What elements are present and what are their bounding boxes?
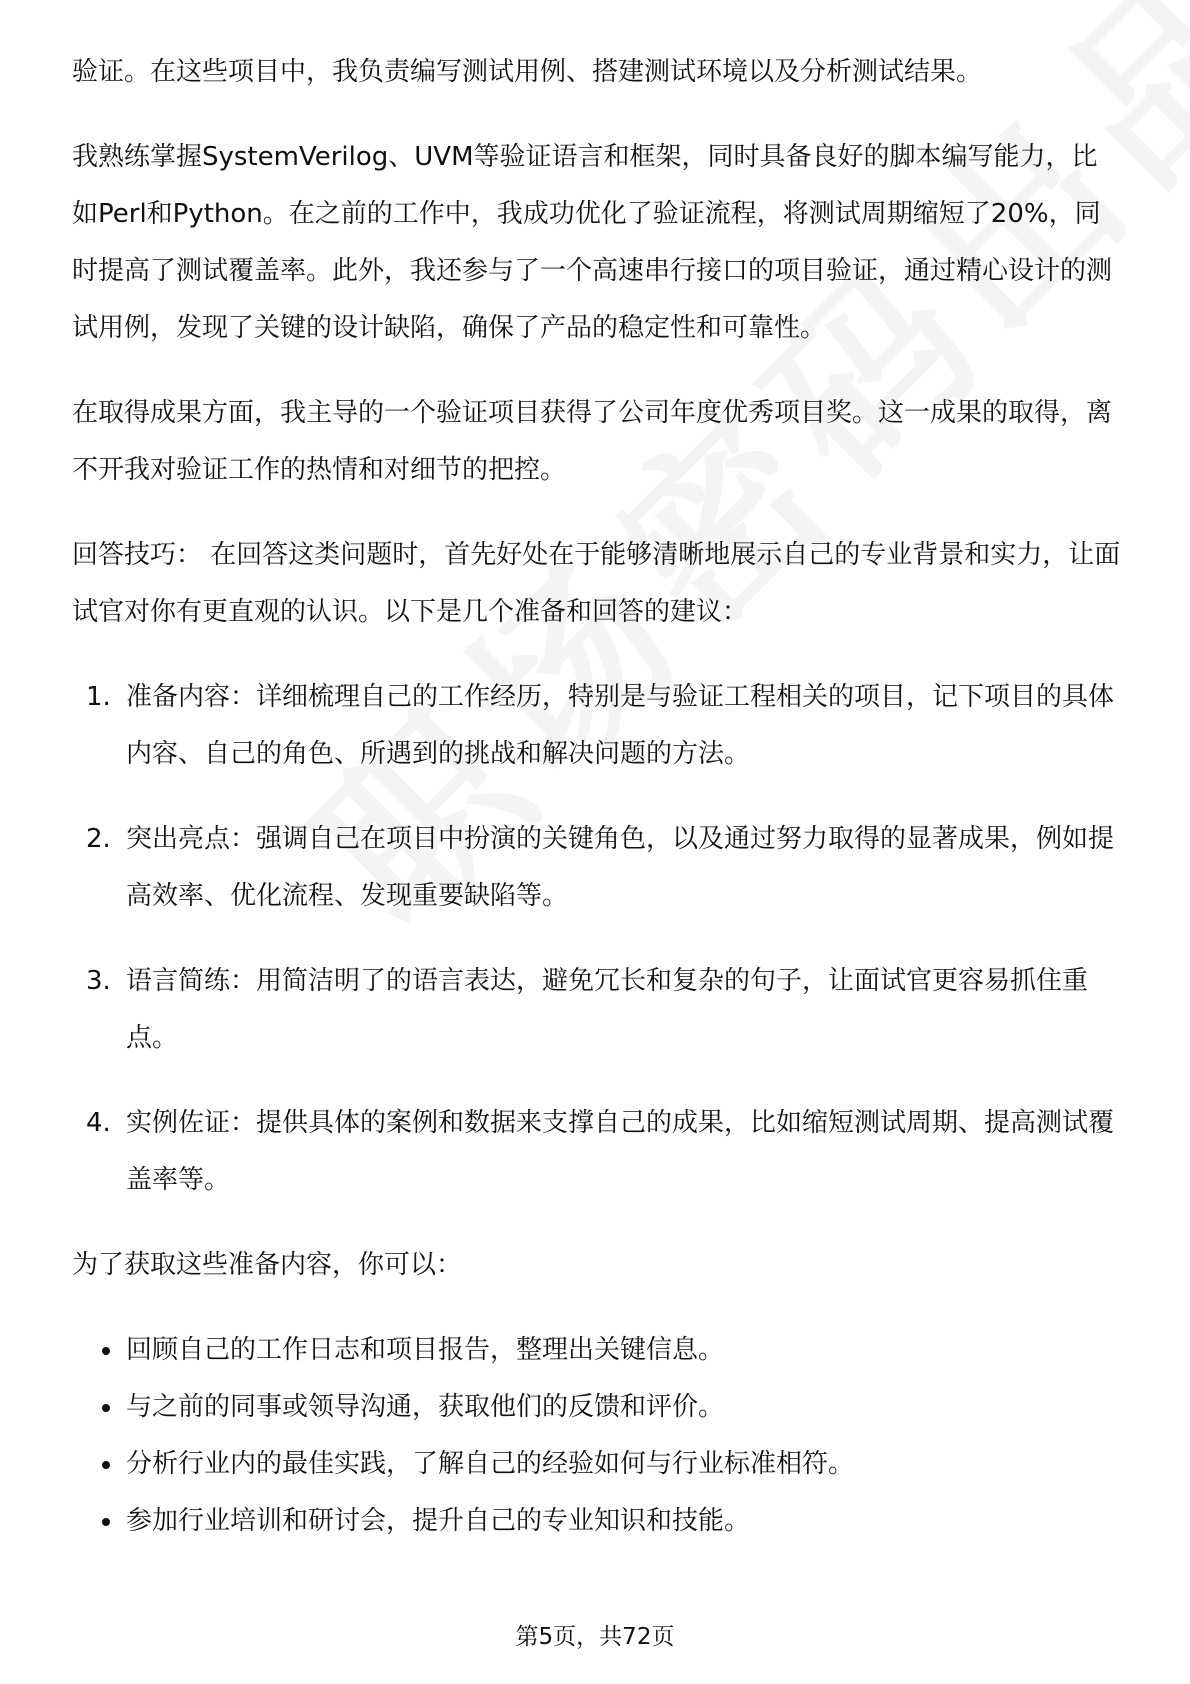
bullet-dot-icon	[102, 1518, 110, 1526]
paragraph-3: 在取得成果方面，我主导的一个验证项目获得了公司年度优秀项目奖。这一成果的取得，离不开我对验证工作的热情和对细节的把控。	[72, 398, 1113, 485]
paragraph-1: 验证。在这些项目中，我负责编写测试用例、搭建测试环境以及分析测试结果。	[72, 57, 983, 87]
list-item	[72, 1493, 1122, 1550]
bullet-dot-icon	[102, 1461, 110, 1469]
paragraph-2: 我熟练掌握SystemVerilog、UVM等验证语言和框架，同时具备良好的脚本编写能力，比如Perl和Python。在之前的工作中，我成功优化了验证流程，将测试周期缩短了20%，同时提高了测试覆盖率。此外，我还参与了一个高速串行接口的项目验证，通过精心设计的测试用例，发现了关键的设计缺陷，确保了产品的稳定性和可靠性。	[72, 142, 1113, 343]
list-item	[72, 953, 1122, 1067]
list-item-text: 分析行业内的最佳实践，了解自己的经验如何与行业标准相符。	[126, 1449, 855, 1479]
list-number: 1.	[86, 682, 111, 712]
list-item	[72, 1322, 1122, 1379]
list-item-text: 参加行业培训和研讨会，提升自己的专业知识和技能。	[126, 1506, 751, 1536]
bullet-dot-icon	[102, 1404, 110, 1412]
preparation-bullet-list	[72, 1322, 1122, 1550]
bullet-dot-icon	[102, 1347, 110, 1355]
list-item-text: 实例佐证：提供具体的案例和数据来支撑自己的成果，比如缩短测试周期、提高测试覆盖率等。	[126, 1108, 1115, 1195]
list-item	[72, 811, 1122, 925]
list-item	[72, 1436, 1122, 1493]
bullet-intro: 为了获取这些准备内容，你可以：	[72, 1250, 463, 1280]
list-number: 2.	[86, 824, 111, 854]
list-item	[72, 1379, 1122, 1436]
list-item	[72, 669, 1122, 783]
tips-ordered-list	[72, 669, 1122, 1209]
page-content	[72, 44, 1122, 1550]
list-item-text: 与之前的同事或领导沟通，获取他们的反馈和评价。	[126, 1392, 725, 1422]
list-item-text: 语言简练：用简洁明了的语言表达，避免冗长和复杂的句子，让面试官更容易抓住重点。	[126, 966, 1089, 1053]
list-item-text: 准备内容：详细梳理自己的工作经历，特别是与验证工程相关的项目，记下项目的具体内容、自己的角色、所遇到的挑战和解决问题的方法。	[126, 682, 1115, 769]
list-item-text: 回顾自己的工作日志和项目报告，整理出关键信息。	[126, 1335, 725, 1365]
list-number: 4.	[86, 1108, 111, 1138]
page-footer: 第5页，共72页	[515, 1624, 675, 1650]
paragraph-answer-tips: 回答技巧： 在回答这类问题时，首先好处在于能够清晰地展示自己的专业背景和实力，让面试官对你有更直观的认识。以下是几个准备和回答的建议：	[72, 540, 1121, 627]
list-number: 3.	[86, 966, 111, 996]
list-item-text: 突出亮点：强调自己在项目中扮演的关键角色，以及通过努力取得的显著成果，例如提高效率、优化流程、发现重要缺陷等。	[126, 824, 1115, 911]
list-item	[72, 1095, 1122, 1209]
